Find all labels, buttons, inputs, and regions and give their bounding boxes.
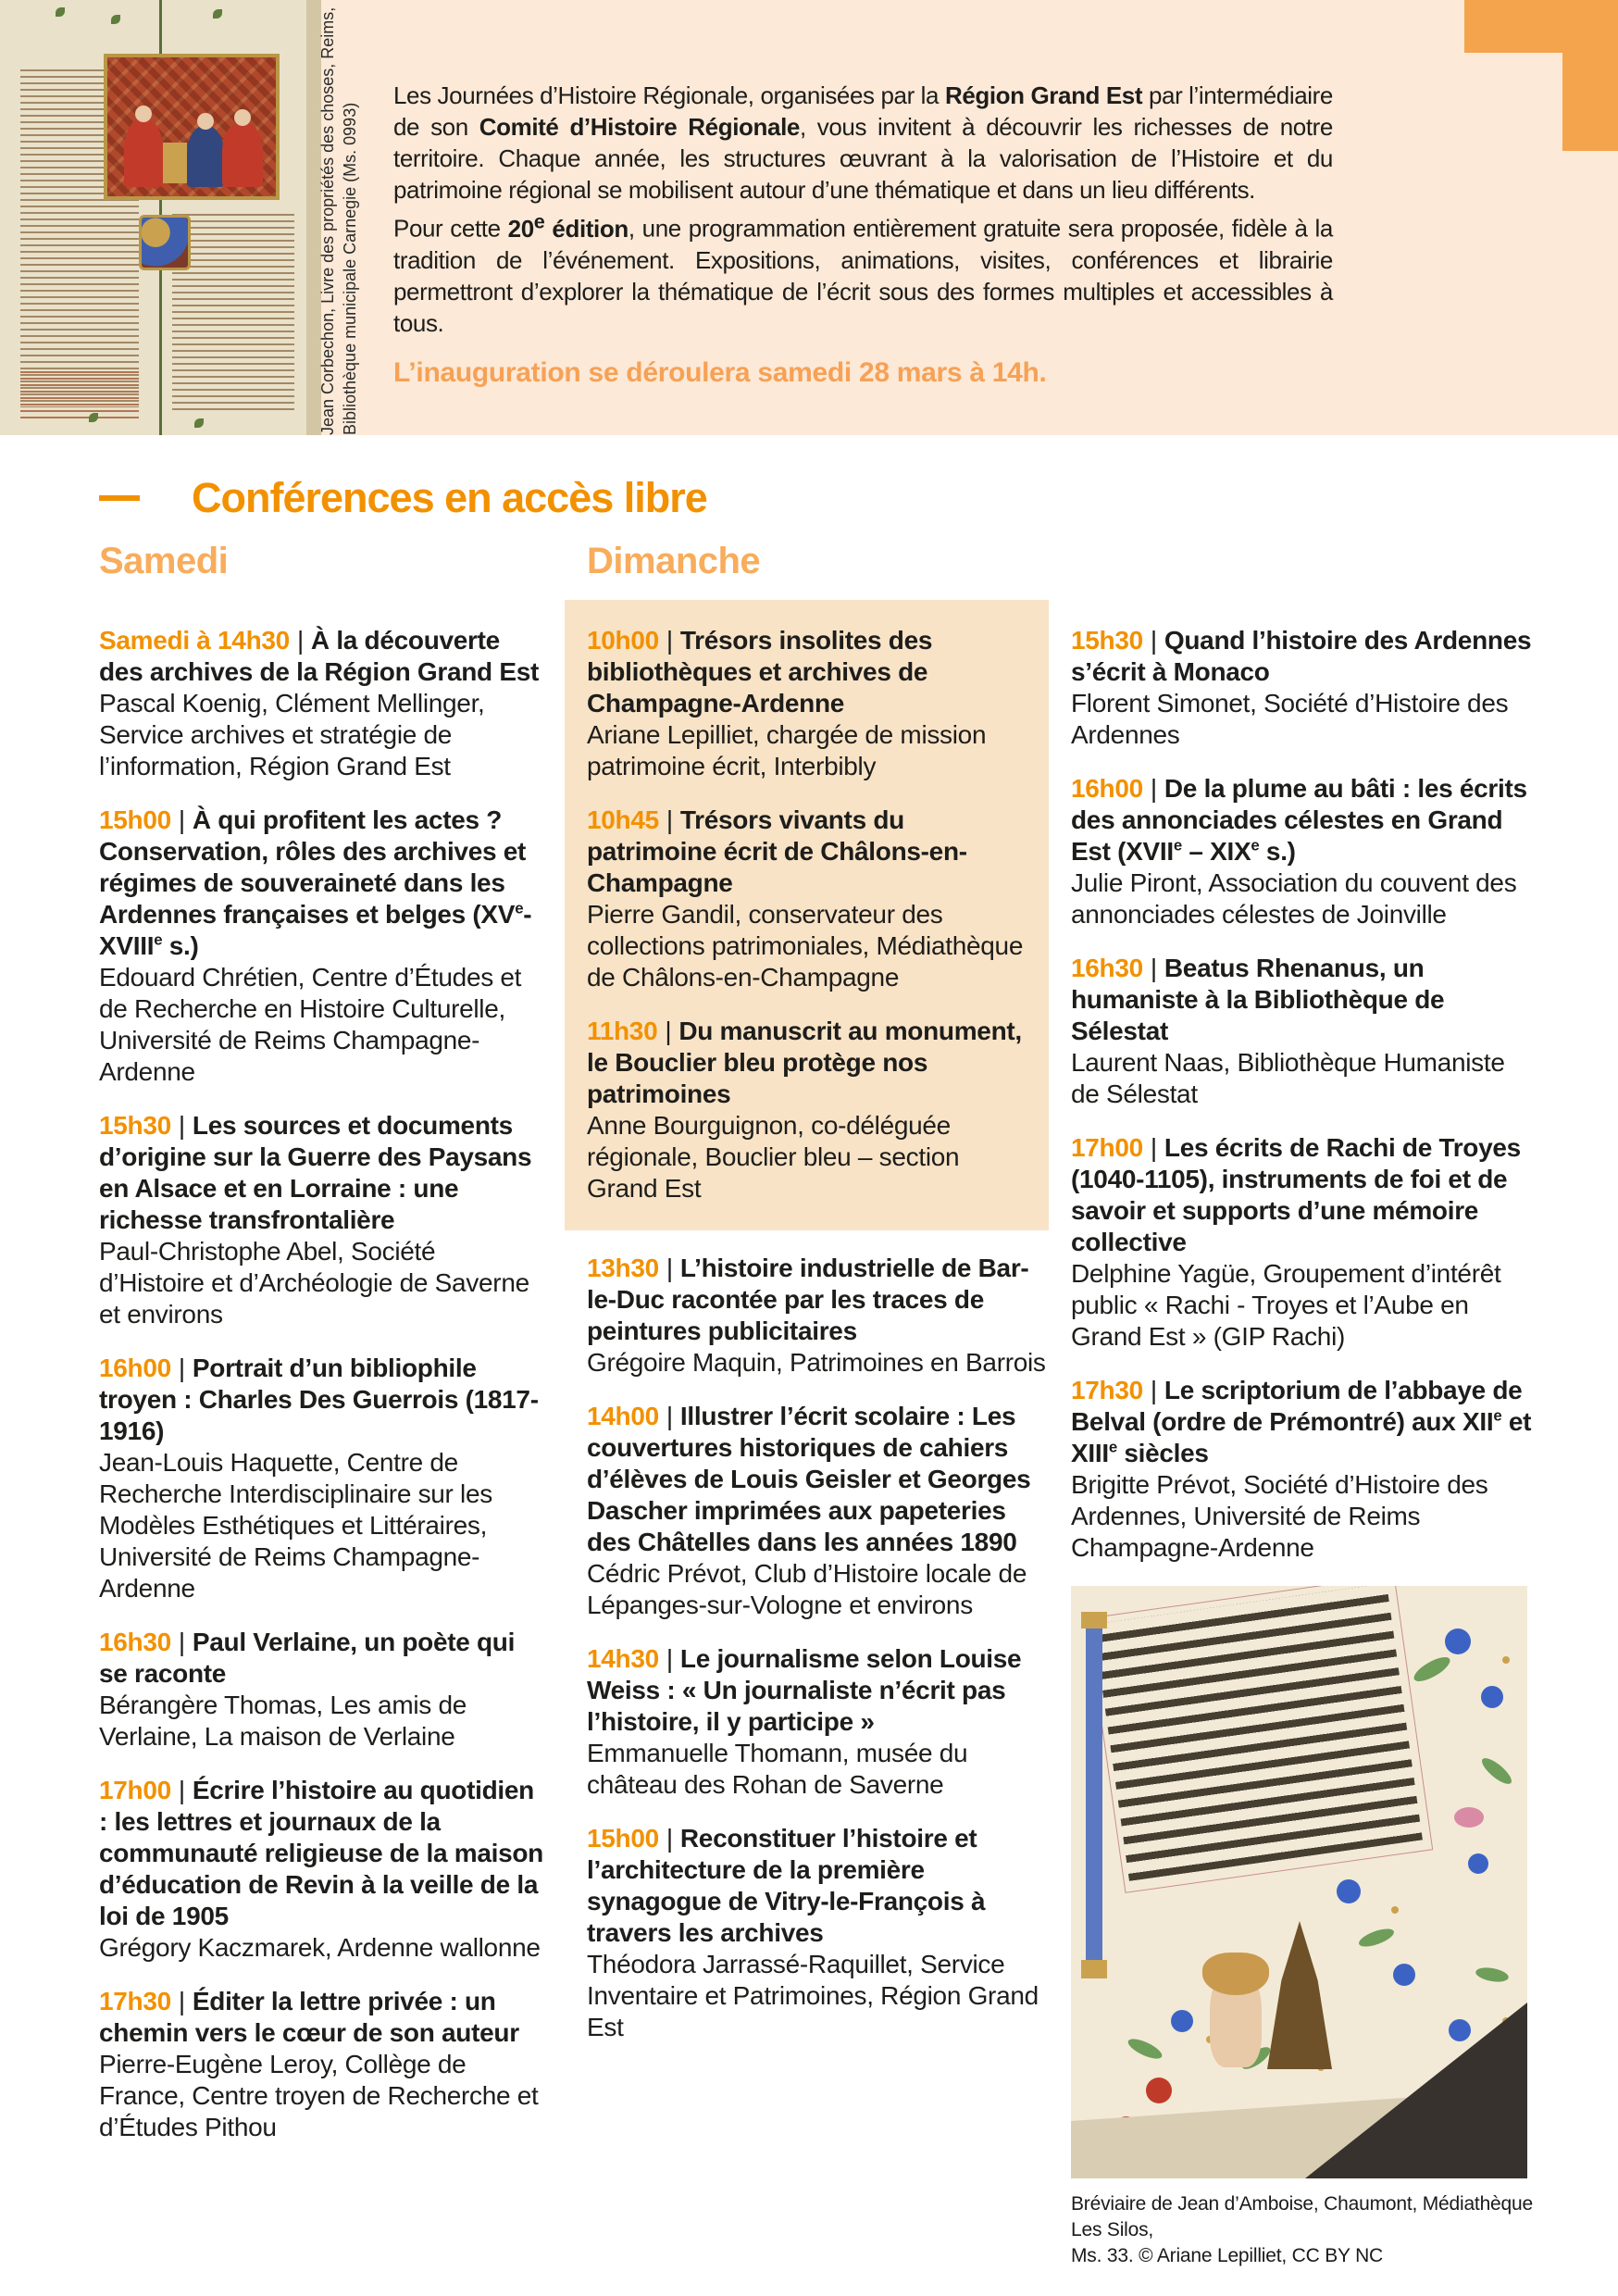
entry-title: Portrait d’un bibliophile troyen : Charles Des Guerrois (1817-1916): [99, 1354, 539, 1445]
entry-speaker: Laurent Naas, Bibliothèque Humaniste de Sélestat: [1071, 1048, 1505, 1108]
entry-time: 13h30: [587, 1254, 659, 1282]
entry-time: 17h00: [99, 1776, 171, 1804]
conference-entry: [587, 1823, 1050, 2043]
entry-separator: |: [666, 1402, 673, 1430]
entry-time: 10h45: [587, 805, 659, 834]
intro-paragraph-1: Les Journées d’Histoire Régionale, organisées par la Région Grand Est par l’intermédiaire de son Comité d’Histoire Régionale, vous invitent à découvrir les richesses de notre territoire. Chaque année, les structures œuvrant à la valorisation de l’Histoire et du patrimoine régional se mobilisent autour d’une thématique et dans un lieu différents.: [393, 81, 1333, 204]
day-header-dimanche: Dimanche: [587, 541, 761, 581]
conference-entry: [99, 1353, 543, 1604]
entry-time: 15h00: [587, 1824, 659, 1853]
entry-time: 11h30: [587, 1017, 658, 1045]
entry-time: 16h30: [99, 1628, 171, 1656]
section-heading: [99, 474, 707, 522]
illuminated-initial: [139, 215, 191, 270]
entry-separator: |: [665, 1017, 672, 1045]
leaf-ornament: [213, 9, 222, 19]
entry-separator: |: [666, 1824, 673, 1853]
entry-separator: |: [178, 1776, 185, 1804]
entry-speaker: Grégory Kaczmarek, Ardenne wallonne: [99, 1933, 541, 1962]
conference-entry: [99, 1775, 543, 1964]
entry-speaker: Edouard Chrétien, Centre d’Études et de Recherche en Histoire Culturelle, Université de Reims Champagne-Ardenne: [99, 963, 522, 1086]
intro-text: [393, 80, 1333, 339]
entry-separator: |: [178, 1987, 185, 2015]
entry-time: 14h00: [587, 1402, 659, 1430]
entry-title: Reconstituer l’histoire et l’architecture de la première synagogue de Vitry-le-François à travers les archives: [587, 1824, 986, 1947]
entry-separator: |: [1150, 1376, 1157, 1404]
entry-title: Beatus Rhenanus, un humaniste à la Bibliothèque de Sélestat: [1071, 954, 1445, 1045]
entry-title: Du manuscrit au monument, le Bouclier bleu protège nos patrimoines: [587, 1017, 1022, 1108]
entry-separator: |: [1150, 954, 1157, 982]
heading-dash: [99, 495, 140, 501]
entry-time: 15h30: [99, 1111, 171, 1140]
manuscript-photo-breviary: [1071, 1586, 1527, 2178]
entry-separator: |: [1150, 626, 1157, 655]
figure-scribe: [187, 126, 224, 187]
inauguration-announcement: L’inauguration se déroulera samedi 28 mars à 14h.: [393, 357, 1047, 388]
entry-separator: |: [666, 1254, 673, 1282]
conference-entry: [1071, 1132, 1534, 1353]
entry-separator: |: [178, 805, 185, 834]
entry-speaker: Pascal Koenig, Clément Mellinger, Service archives et stratégie de l’information, Région Grand Est: [99, 689, 485, 780]
figure-reader: [222, 122, 263, 187]
entry-speaker: Brigitte Prévot, Société d’Histoire des Ardennes, Université de Reims Champagne-Ardenne: [1071, 1470, 1488, 1562]
section-title: Conférences en accès libre: [192, 474, 707, 521]
leaf-ornament: [111, 15, 120, 24]
conference-entry: [587, 805, 1032, 993]
entry-time: 16h00: [99, 1354, 171, 1382]
conference-entry: [587, 1643, 1050, 1801]
photo-credit-vertical: [317, 0, 372, 435]
entry-separator: |: [296, 626, 304, 655]
entry-separator: |: [178, 1111, 185, 1140]
entry-speaker: Julie Piront, Association du couvent des annonciades célestes de Joinville: [1071, 868, 1517, 929]
lectern-shape: [163, 143, 187, 183]
photo-credit-line1: Jean Corbechon, Livre des propriétés des choses, Reims,: [318, 6, 337, 435]
entry-title: À qui profitent les actes ? Conservation, rôles des archives et régimes de souveraineté dans les Ardennes françaises et belges (XVe-XVIIIe s.): [99, 805, 532, 960]
entry-time: 17h30: [1071, 1376, 1143, 1404]
entry-time: 17h30: [99, 1987, 171, 2015]
entry-title: Les écrits de Rachi de Troyes (1040-1105), instruments de foi et de savoir et supports d’une mémoire collective: [1071, 1133, 1521, 1256]
entry-title: Quand l’histoire des Ardennes s’écrit à Monaco: [1071, 626, 1532, 686]
entry-time: 10h00: [587, 626, 659, 655]
entry-speaker: Delphine Yagüe, Groupement d’intérêt public « Rachi - Troyes et l’Aube en Grand Est » (GIP Rachi): [1071, 1259, 1501, 1351]
entry-title: Éditer la lettre privée : un chemin vers le cœur de son auteur: [99, 1987, 519, 2047]
entry-speaker: Emmanuelle Thomann, musée du château des Rohan de Saverne: [587, 1739, 968, 1799]
entry-title: À la découverte des archives de la Région Grand Est: [99, 626, 540, 686]
column-dimanche-morning: [587, 625, 1050, 2065]
entry-speaker: Pierre Gandil, conservateur des collections patrimoniales, Médiathèque de Châlons-en-Champagne: [587, 900, 1024, 992]
entry-title: Trésors insolites des bibliothèques et archives de Champagne-Ardenne: [587, 626, 933, 718]
column-dimanche-afternoon: [1071, 625, 1534, 2269]
conference-entry: [99, 1627, 543, 1753]
bottom-photo-credit: [1071, 2191, 1534, 2269]
entry-time: Samedi à 14h30: [99, 626, 290, 655]
entry-separator: |: [178, 1628, 185, 1656]
manuscript-rubric: [20, 367, 139, 422]
entry-title: Illustrer l’écrit scolaire : Les couvertures historiques de cahiers d’élèves de Louis Geisler et Georges Dascher imprimées aux papeteries des Châtelles dans les années 1890: [587, 1402, 1031, 1556]
manuscript-photo-corbechon: [0, 0, 321, 435]
intro-paragraph-2: Pour cette 20e édition, une programmation entièrement gratuite sera proposée, fidèle à la tradition de l’événement. Expositions, animations, visites, conférences et librairie permettront d’explorer la thématique de l’écrit sous des formes multiples et accessibles à tous.: [393, 209, 1333, 337]
leaf-ornament: [56, 7, 65, 17]
column-samedi: [99, 625, 543, 2165]
entry-title: De la plume au bâti : les écrits des annonciades célestes en Grand Est (XVIIe – XIXe s.): [1071, 774, 1527, 866]
conference-entry: [1071, 773, 1534, 930]
entry-separator: |: [1150, 1133, 1157, 1162]
entry-separator: |: [666, 626, 673, 655]
entry-separator: |: [666, 1644, 673, 1673]
figure-scholar: [124, 119, 163, 187]
entry-speaker: Ariane Lepilliet, chargée de mission patrimoine écrit, Interbibly: [587, 720, 987, 780]
conference-entry: [99, 1986, 543, 2143]
conference-entry: [1071, 1375, 1534, 1564]
entry-speaker: Paul-Christophe Abel, Société d’Histoire et d’Archéologie de Saverne et environs: [99, 1237, 529, 1329]
entry-title: L’histoire industrielle de Bar-le-Duc racontée par les traces de peintures publicitaires: [587, 1254, 1029, 1345]
entry-separator: |: [666, 805, 673, 834]
conference-entry: [587, 625, 1032, 782]
entry-separator: |: [178, 1354, 185, 1382]
highlighted-morning-block: [565, 600, 1049, 1230]
entry-separator: |: [1150, 774, 1157, 803]
entry-speaker: Grégoire Maquin, Patrimoines en Barrois: [587, 1348, 1046, 1377]
bottom-photo-credit-line2: Ms. 33. © Ariane Lepilliet, CC BY NC: [1071, 2245, 1384, 2266]
entry-title: Trésors vivants du patrimoine écrit de Châlons-en-Champagne: [587, 805, 967, 897]
entry-speaker: Théodora Jarrassé-Raquillet, Service Inventaire et Patrimoines, Région Grand Est: [587, 1950, 1039, 2041]
entry-title: Les sources et documents d’origine sur la Guerre des Paysans en Alsace et en Lorraine : une richesse transfrontalière: [99, 1111, 532, 1234]
entry-time: 16h30: [1071, 954, 1143, 982]
conference-entry: [587, 1401, 1050, 1621]
leaf-ornament: [194, 418, 204, 428]
conference-entry: [1071, 953, 1534, 1110]
conference-entry: [99, 625, 543, 782]
entry-speaker: Jean-Louis Haquette, Centre de Recherche Interdisciplinaire sur les Modèles Esthétiques et Littéraires, Université de Reims Champagne-Ardenne: [99, 1448, 492, 1603]
entry-title: Écrire l’histoire au quotidien : les lettres et journaux de la communauté religieuse de la maison d’éducation de Revin à la veille de la loi de 1905: [99, 1776, 543, 1930]
entry-title: Le journalisme selon Louise Weiss : « Un journaliste n’écrit pas l’histoire, il y participe »: [587, 1644, 1022, 1736]
entry-title: Paul Verlaine, un poète qui se raconte: [99, 1628, 516, 1688]
entry-speaker: Pierre-Eugène Leroy, Collège de France, Centre troyen de Recherche et d’Études Pithou: [99, 2050, 539, 2141]
conference-entry: [1071, 625, 1534, 751]
entry-time: 17h00: [1071, 1133, 1143, 1162]
conference-entry: [587, 1016, 1032, 1204]
entry-time: 15h30: [1071, 626, 1143, 655]
bottom-photo-credit-line1: Bréviaire de Jean d’Amboise, Chaumont, Médiathèque Les Silos,: [1071, 2193, 1533, 2240]
entry-speaker: Anne Bourguignon, co-déléguée régionale, Bouclier bleu – section Grand Est: [587, 1111, 960, 1203]
entry-time: 14h30: [587, 1644, 659, 1673]
entry-title: Le scriptorium de l’abbaye de Belval (ordre de Prémontré) aux XIIe et XIIIe siècles: [1071, 1376, 1532, 1467]
miniature-scene: [104, 54, 280, 200]
conference-entry: [587, 1253, 1050, 1379]
photo-credit-line2: Bibliothèque municipale Carnegie (Ms. 0993): [341, 102, 359, 435]
conference-entry: [99, 1110, 543, 1330]
conference-entry: [99, 805, 543, 1088]
day-header-samedi: Samedi: [99, 541, 229, 581]
corner-decoration-vertical: [1562, 0, 1618, 151]
figure-eve: [1210, 1965, 1262, 2067]
entry-time: 15h00: [99, 805, 171, 834]
entry-speaker: Florent Simonet, Société d’Histoire des Ardennes: [1071, 689, 1509, 749]
entry-time: 16h00: [1071, 774, 1143, 803]
entry-speaker: Bérangère Thomas, Les amis de Verlaine, La maison de Verlaine: [99, 1691, 467, 1751]
entry-speaker: Cédric Prévot, Club d’Histoire locale de Lépanges-sur-Vologne et environs: [587, 1559, 1027, 1619]
